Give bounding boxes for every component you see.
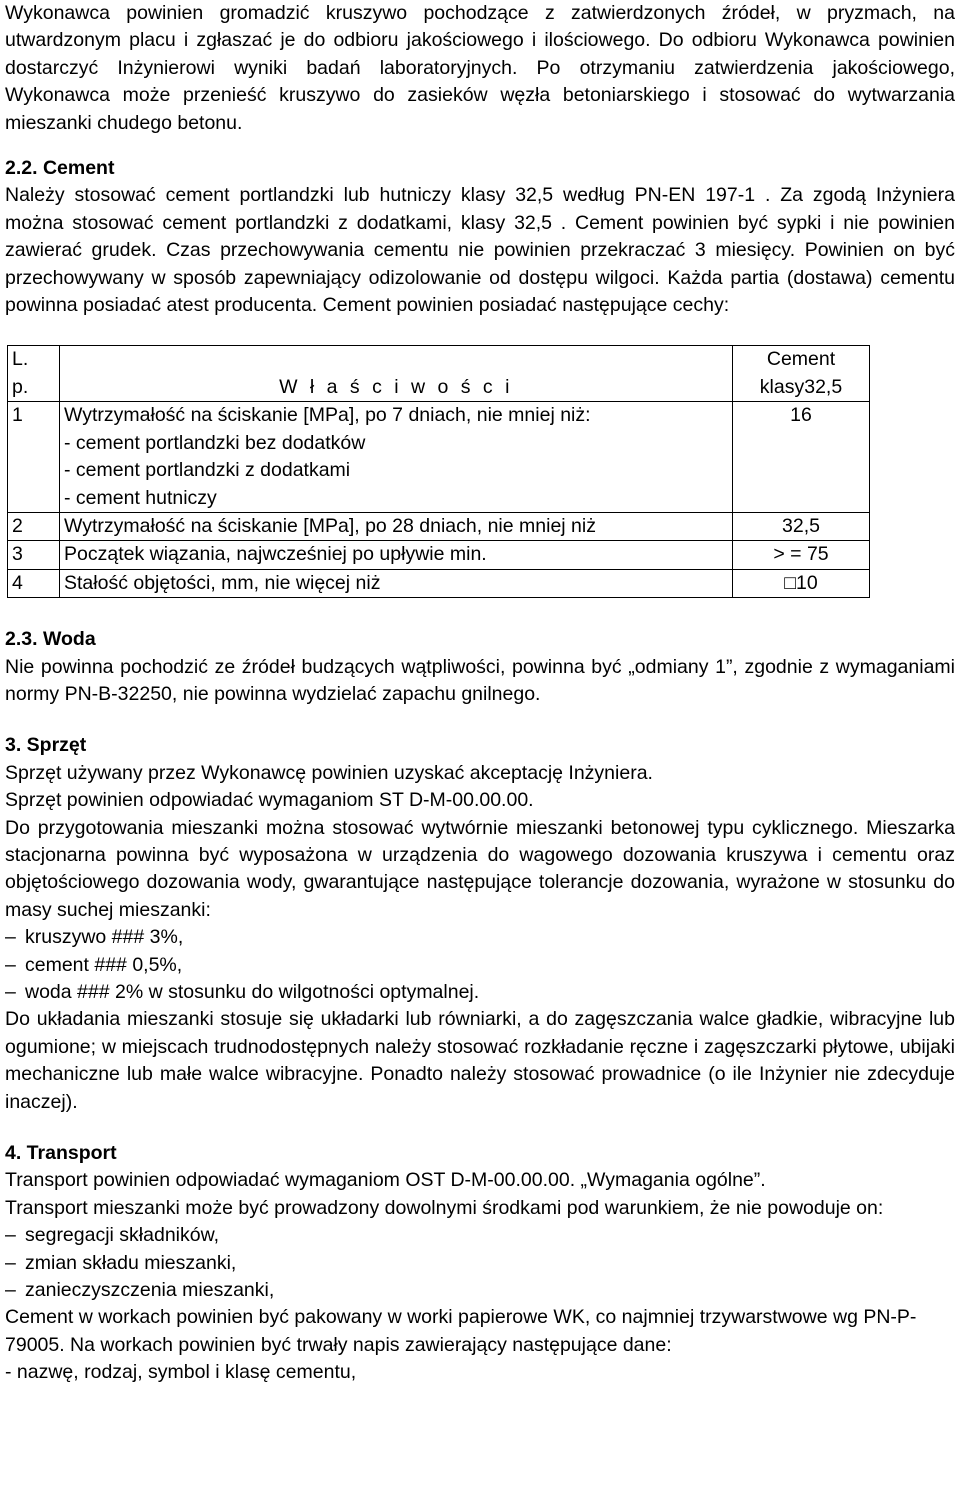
header-class xyxy=(733,346,870,402)
dash-bullet-icon: – xyxy=(5,1224,16,1247)
row-value: > = 75 xyxy=(733,541,870,569)
row-value: 16 xyxy=(733,402,870,513)
sprzet-paragraph: Do przygotowania mieszanki można stosować wytwórnie mieszanki betonowej typu cyklicznego. Mieszarka stacjonarna powinna być wyposażona w urządzenia do wagowego dozowania kruszywa i cementu oraz objętościowego dozowania wody, gwarantujące następujące tolerancje dozowania, wyrażone w stosunku do masy suchej mieszanki: xyxy=(5,816,955,921)
row-property-line: - cement portlandzki bez dodatków xyxy=(64,431,366,454)
row-property-line: - cement portlandzki z dodatkami xyxy=(64,459,351,482)
sprzet-line1: Sprzęt używany przez Wykonawcę powinien uzyskać akceptację Inżyniera. xyxy=(5,761,653,784)
cement-properties-table xyxy=(7,345,870,598)
sprzet-heading: 3. Sprzęt xyxy=(5,734,87,757)
list-item-text: kruszywo ### 3%, xyxy=(25,926,184,949)
woda-heading: 2.3. Woda xyxy=(5,628,96,651)
sprzet-line2: Sprzęt powinien odpowiadać wymaganiom ST D-M-00.00.00. xyxy=(5,789,534,812)
list-item xyxy=(5,1250,955,1277)
list-item-text: segregacji składników, xyxy=(25,1224,220,1247)
row-value: 32,5 xyxy=(733,512,870,540)
cement-heading: 2.2. Cement xyxy=(5,157,115,180)
list-item xyxy=(5,1277,955,1304)
dash-bullet-icon: – xyxy=(5,926,16,949)
section-transport xyxy=(5,1140,955,1387)
dash-bullet-icon: – xyxy=(5,981,16,1003)
list-item-text: woda ### 2% w stosunku do wilgotności optymalnej. xyxy=(25,981,480,1003)
list-item-text: cement ### 0,5%, xyxy=(25,953,183,976)
row-property: Początek wiązania, najwcześniej po upływie min. xyxy=(60,541,733,569)
woda-paragraph: Nie powinna pochodzić ze źródeł budzących wątpliwości, powinna być „odmiany 1”, zgodnie z wymaganiami normy PN-B-32250, nie powinna wydzielać zapachu gnilnego. xyxy=(5,655,955,705)
list-item xyxy=(5,1222,955,1249)
row-property-line: - cement hutniczy xyxy=(64,486,217,509)
row-lp: 1 xyxy=(8,402,60,513)
table-row xyxy=(8,541,870,569)
dash-bullet-icon: – xyxy=(5,1251,16,1274)
row-value: □10 xyxy=(733,569,870,597)
sprzet-paragraph-2: Do układania mieszanki stosuje się układarki lub równiarki, a do zagęszczania walce gładkie, wibracyjne lub ogumione; w miejscach trudnodostępnych należy stosować rozkładanie ręczne i zagęszczarki płytowe, ubijaki mechaniczne lub małe walce wibracyjne. Ponadto należy stosować prowadnice (o ile Inżynier nie zdecyduje inaczej). xyxy=(5,1008,955,1113)
header-class-line1: Cement xyxy=(766,348,836,371)
list-item xyxy=(5,952,955,979)
list-item-text: zanieczyszczenia mieszanki, xyxy=(25,1279,275,1302)
dash-bullet-icon: – xyxy=(5,1279,16,1302)
dash-bullet-icon: – xyxy=(5,953,16,976)
header-properties xyxy=(60,346,733,402)
transport-line1: Transport powinien odpowiadać wymaganiom OST D-M-00.00.00. „Wymagania ogólne”. xyxy=(5,1169,766,1192)
row-lp: 4 xyxy=(8,569,60,597)
table-row xyxy=(8,512,870,540)
cement-paragraph: Należy stosować cement portlandzki lub hutniczy klasy 32,5 według PN-EN 197-1 . Za zgodą Inżyniera można stosować cement portlandzki z dodatkami, klasy 32,5 . Cement powinien być sypki i nie powinien zawierać grudek. Czas przechowywania cementu nie powinien przekraczać 3 miesięcy. Powinien on być przechowywany w sposób zapewniający odizolowanie od dostępu wilgoci. Każda partia (dostawa) cementu powinna posiadać atest producenta. Cement powinien posiadać następujące cechy: xyxy=(5,184,955,317)
transport-heading: 4. Transport xyxy=(5,1142,117,1165)
transport-last-line: - nazwę, rodzaj, symbol i klasę cementu, xyxy=(5,1361,357,1384)
list-item xyxy=(5,979,955,1006)
intro-paragraph: Wykonawca powinien gromadzić kruszywo pochodzące z zatwierdzonych źródeł, w pryzmach, na utwardzonym placu i zgłaszać je do odbioru jakościowego i ilościowego. Do odbioru Wykonawca powinien dostarczyć Inżynierowi wyniki badań laboratoryjnych. Po otrzymaniu zatwierdzenia jakościowego, Wykonawca może przenieść kruszywo do zasieków węzła betoniarskiego i stosować do wytwarzania mieszanki chudego betonu. xyxy=(5,2,955,134)
header-lp-line2: p. xyxy=(12,375,29,398)
header-lp-line1: L. xyxy=(12,348,29,371)
row-lp: 2 xyxy=(8,512,60,540)
row-property: Stałość objętości, mm, nie więcej niż xyxy=(60,569,733,597)
transport-paragraph: Transport mieszanki może być prowadzony dowolnymi środkami pod warunkiem, że nie powoduje on: xyxy=(5,1196,884,1219)
table-header-row xyxy=(8,346,870,402)
list-item xyxy=(5,924,955,951)
header-properties-label: W ł a ś c i w o ś c i xyxy=(279,375,513,398)
row-property: Wytrzymałość na ściskanie [MPa], po 28 dniach, nie mniej niż xyxy=(60,512,733,540)
header-lp xyxy=(8,346,60,402)
row-lp: 3 xyxy=(8,541,60,569)
table-row xyxy=(8,402,870,513)
header-class-line2: klasy32,5 xyxy=(759,375,843,398)
section-sprzet xyxy=(5,732,955,1116)
transport-paragraph-2: Cement w workach powinien być pakowany w worki papierowe WK, co najmniej trzywarstwowe wg PN-P-79005. Na workach powinien być trwały napis zawierający następujące dane: xyxy=(5,1306,917,1356)
list-item-text: zmian składu mieszanki, xyxy=(25,1251,237,1274)
section-cement xyxy=(5,155,955,319)
row-property-line: Wytrzymałość na ściskanie [MPa], po 7 dniach, nie mniej niż: xyxy=(64,404,591,427)
row-property xyxy=(60,402,733,513)
table-row xyxy=(8,569,870,597)
section-woda xyxy=(5,626,955,708)
